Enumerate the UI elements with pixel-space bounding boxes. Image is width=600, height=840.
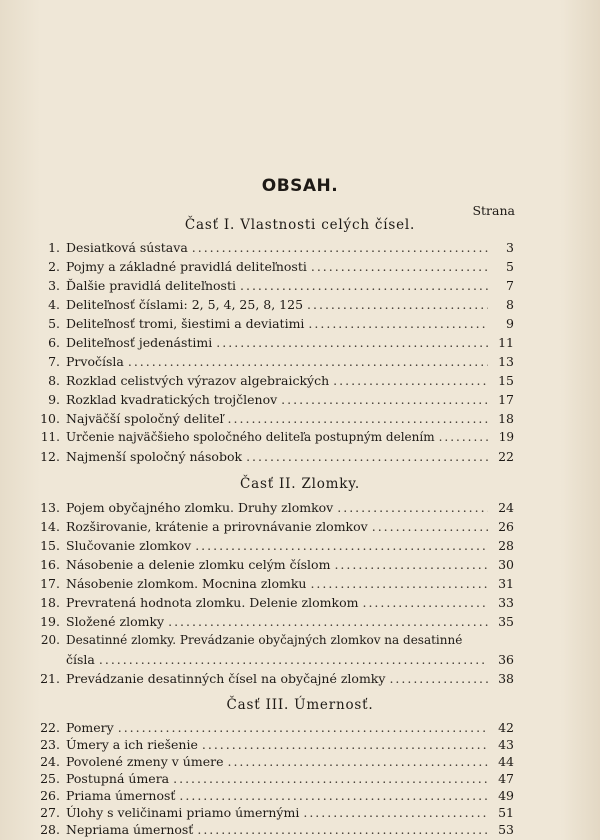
- leader-dots: [337, 498, 488, 517]
- toc-entry: [30, 804, 514, 821]
- entry-title: Násobenie a delenie zlomku celým číslom: [66, 557, 331, 572]
- entry-title: Postupná úmera: [66, 771, 170, 786]
- leader-dots: [362, 593, 488, 612]
- leader-dots: [195, 536, 488, 555]
- entry-title: Slučovanie zlomkov: [66, 538, 192, 553]
- leader-dots: [334, 555, 488, 574]
- leader-dots: [216, 333, 488, 352]
- leader-dots: [99, 650, 488, 669]
- entry-title: Priama úmernosť: [66, 788, 176, 803]
- entry-title: Prevratená hodnota zlomku. Delenie zlomkom: [66, 595, 359, 610]
- entry-number: 9.: [48, 392, 60, 407]
- entry-number: 20.: [40, 633, 60, 647]
- toc-entry: [30, 447, 514, 466]
- leader-dots: [372, 517, 488, 536]
- entry-title: Prevádzanie desatinných čísel na obyčajné zlomky: [66, 671, 386, 686]
- toc-entry: [30, 517, 514, 536]
- entry-title: Nepriama úmernosť: [66, 822, 194, 837]
- entry-page: 38: [498, 671, 514, 686]
- entry-title: Prvočísla: [66, 354, 124, 369]
- entry-number: 2.: [48, 259, 60, 274]
- leader-dots: [310, 574, 488, 593]
- entry-page: 28: [498, 538, 514, 553]
- entry-number: 14.: [40, 519, 60, 534]
- entry-title: Deliteľnosť jedenástimi: [66, 335, 213, 350]
- toc-entry: [30, 428, 514, 447]
- entry-title: Povolené zmeny v úmere: [66, 754, 224, 769]
- entry-page: 24: [498, 500, 514, 515]
- entry-page: 35: [498, 614, 514, 629]
- entry-number: 7.: [48, 354, 60, 369]
- toc-entry: [30, 555, 514, 574]
- leader-dots: [311, 257, 488, 276]
- leader-dots: [197, 821, 488, 838]
- toc-entry: [30, 787, 514, 804]
- part-heading: Časť II. Zlomky.: [239, 476, 360, 492]
- leader-dots: [168, 612, 488, 631]
- page-column-label: Strana: [472, 203, 515, 218]
- toc-entry-continuation: [30, 650, 514, 669]
- entry-page: 11: [498, 335, 514, 350]
- toc-entry: [30, 736, 514, 753]
- entry-title: Deliteľnosť tromi, šiestimi a deviatimi: [66, 316, 305, 331]
- leader-dots: [303, 804, 488, 821]
- leader-dots: [246, 447, 488, 466]
- toc-entry: [30, 257, 514, 276]
- entry-title: Určenie najväčšieho spoločného deliteľa postupným delením: [66, 430, 435, 444]
- leader-dots: [281, 390, 488, 409]
- entry-number: 27.: [40, 805, 60, 820]
- leader-dots: [307, 295, 488, 314]
- entry-number: 22.: [40, 720, 60, 735]
- toc-entry: [30, 390, 514, 409]
- entry-number: 13.: [40, 500, 60, 515]
- leader-dots: [228, 409, 488, 428]
- entry-page: 18: [498, 411, 514, 426]
- leader-dots: [439, 428, 488, 447]
- entry-page: 36: [498, 652, 514, 667]
- entry-title: Najmenší spoločný násobok: [66, 449, 243, 464]
- entry-page: 22: [498, 449, 514, 464]
- entry-title-continuation: čísla: [66, 652, 95, 667]
- leader-dots: [333, 371, 488, 390]
- entry-number: 18.: [40, 595, 60, 610]
- toc-entry: [30, 333, 514, 352]
- leader-dots: [192, 238, 488, 257]
- entry-number: 19.: [40, 614, 60, 629]
- entry-title: Rozklad kvadratických trojčlenov: [66, 392, 278, 407]
- leader-dots: [227, 753, 488, 770]
- toc-entry: [30, 536, 514, 555]
- entry-number: 3.: [48, 278, 60, 293]
- leader-dots: [240, 276, 488, 295]
- entry-title: Desatinné zlomky. Prevádzanie obyčajných zlomkov na desatinné: [66, 633, 463, 647]
- entry-title: Najväčší spoločný deliteľ: [66, 411, 224, 426]
- toc-entry: [30, 753, 514, 770]
- leader-dots: [308, 314, 488, 333]
- entry-page: 49: [498, 788, 514, 803]
- entry-title: Pojmy a základné pravidlá deliteľnosti: [66, 259, 307, 274]
- entry-number: 26.: [40, 788, 60, 803]
- entry-page: 15: [498, 373, 514, 388]
- entry-page: 8: [506, 297, 514, 312]
- entry-number: 1.: [48, 240, 60, 255]
- leader-dots: [118, 719, 488, 736]
- entry-title: Ďalšie pravidlá deliteľnosti: [66, 278, 236, 293]
- entry-number: 4.: [48, 297, 60, 312]
- toc-entry: [30, 352, 514, 371]
- entry-title: Desiatková sústava: [66, 240, 188, 255]
- entry-page: 9: [506, 316, 514, 331]
- entry-page: 53: [498, 822, 514, 837]
- leader-dots: [128, 352, 488, 371]
- entry-page: 44: [498, 754, 514, 769]
- entry-title: Rozširovanie, krátenie a prirovnávanie zlomkov: [66, 519, 368, 534]
- page-title: OBSAH.: [261, 176, 339, 196]
- entry-page: 33: [498, 595, 514, 610]
- entry-page: 19: [498, 430, 514, 444]
- entry-number: 5.: [48, 316, 60, 331]
- toc-entry: [30, 770, 514, 787]
- entry-number: 10.: [40, 411, 60, 426]
- entry-page: 47: [498, 771, 514, 786]
- entry-number: 28.: [40, 822, 60, 837]
- toc-entry: [30, 719, 514, 736]
- toc-entry: [30, 593, 514, 612]
- entry-title: Deliteľnosť číslami: 2, 5, 4, 25, 8, 125: [66, 297, 304, 312]
- leader-dots: [173, 770, 488, 787]
- toc-entry: [30, 498, 514, 517]
- entry-page: 17: [498, 392, 514, 407]
- entry-number: 6.: [48, 335, 60, 350]
- part-heading: Časť I. Vlastnosti celých čísel.: [184, 217, 416, 233]
- entry-title: Rozklad celistvých výrazov algebraických: [66, 373, 330, 388]
- entry-page: 31: [498, 576, 514, 591]
- toc-entry: [30, 612, 514, 631]
- toc-entry: [30, 276, 514, 295]
- entry-page: 5: [506, 259, 514, 274]
- toc-entry: [30, 574, 514, 593]
- entry-number: 15.: [40, 538, 60, 553]
- entry-title: Pomery: [66, 720, 114, 735]
- part-heading: Časť III. Úmernosť.: [226, 697, 374, 713]
- entry-title: Násobenie zlomkom. Mocnina zlomku: [66, 576, 307, 591]
- entry-number: 25.: [40, 771, 60, 786]
- entry-number: 24.: [40, 754, 60, 769]
- entry-number: 11.: [40, 430, 60, 444]
- toc-entry: [30, 409, 514, 428]
- toc-entry: [30, 314, 514, 333]
- entry-title: Úmery a ich riešenie: [66, 737, 198, 752]
- entry-title: Úlohy s veličinami priamo úmernými: [66, 805, 300, 820]
- entry-page: 43: [498, 737, 514, 752]
- entry-number: 17.: [40, 576, 60, 591]
- entry-page: 7: [506, 278, 514, 293]
- entry-page: 30: [498, 557, 514, 572]
- toc-entry: [30, 631, 514, 650]
- entry-number: 21.: [40, 671, 60, 686]
- entry-title: Složené zlomky: [66, 614, 165, 629]
- entry-number: 23.: [40, 737, 60, 752]
- toc-entry: [30, 669, 514, 688]
- entry-page: 13: [498, 354, 514, 369]
- entry-page: 26: [498, 519, 514, 534]
- entry-page: 42: [498, 720, 514, 735]
- entry-page: 3: [506, 240, 514, 255]
- entry-number: 8.: [48, 373, 60, 388]
- leader-dots: [202, 736, 488, 753]
- toc-entry: [30, 295, 514, 314]
- leader-dots: [179, 787, 488, 804]
- toc-entry: [30, 371, 514, 390]
- entry-number: 12.: [40, 449, 60, 464]
- entry-page: 51: [498, 805, 514, 820]
- leader-dots: [389, 669, 488, 688]
- entry-title: Pojem obyčajného zlomku. Druhy zlomkov: [66, 500, 334, 515]
- entry-number: 16.: [40, 557, 60, 572]
- toc-entry: [30, 821, 514, 838]
- toc-entry: [30, 238, 514, 257]
